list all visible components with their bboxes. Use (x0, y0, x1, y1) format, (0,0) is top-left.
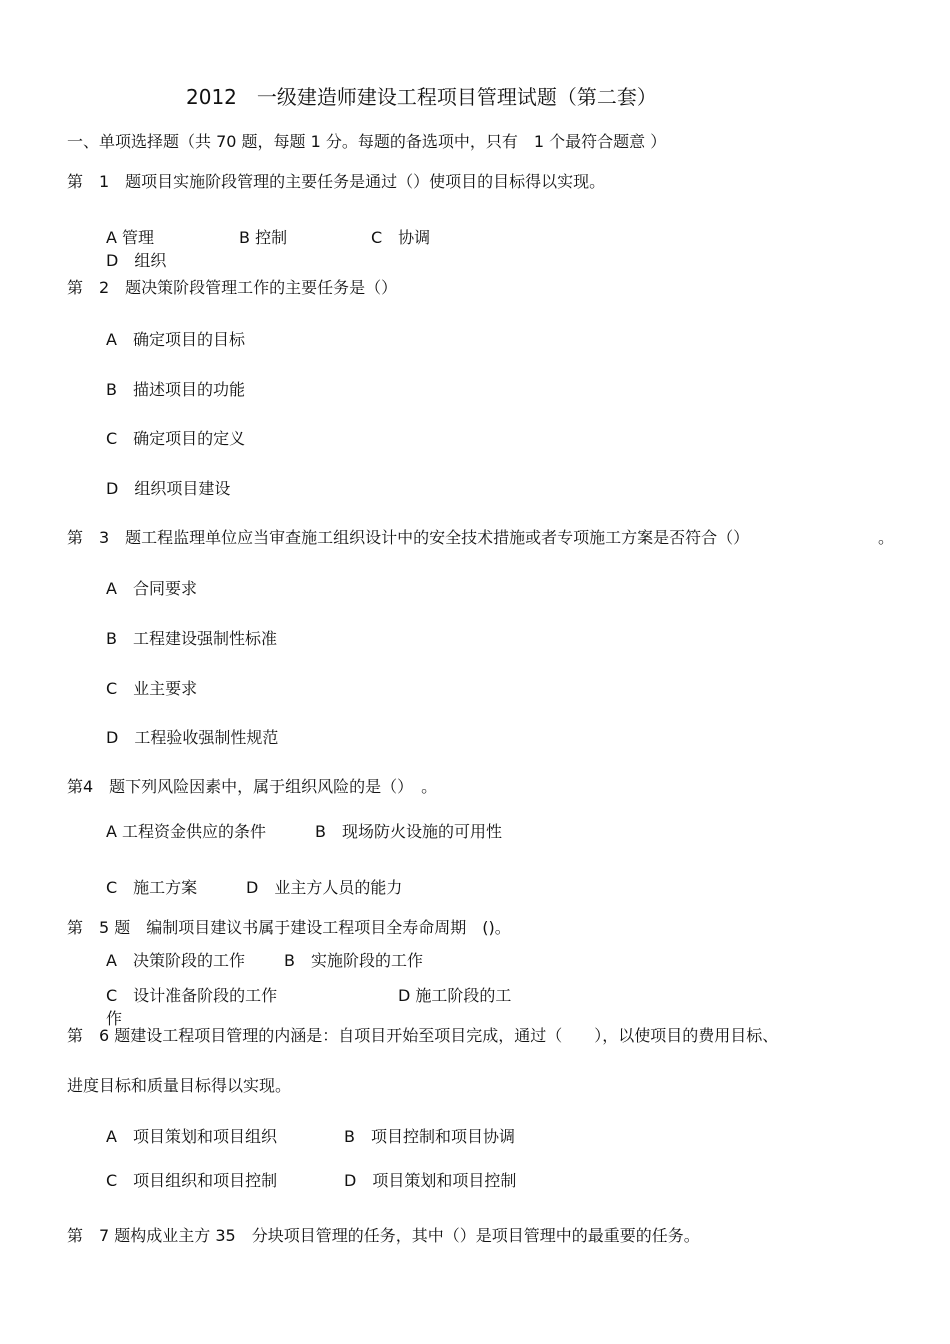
question-6-stem-continued: 进度目标和质量目标得以实现。 (67, 1076, 292, 1095)
question-4-option-a: A 工程资金供应的条件 (106, 822, 267, 841)
question-3-option-a: A 合同要求 (106, 579, 197, 598)
question-3-option-c: C 业主要求 (106, 679, 198, 698)
question-3-option-b: B 工程建设强制性标准 (106, 629, 277, 648)
question-1-option-c: C 协调 (371, 228, 431, 247)
question-3-stem: 第 3 题工程监理单位应当审查施工组织设计中的安全技术措施或者专项施工方案是否符合（） (67, 528, 750, 547)
question-6-option-b: B 项目控制和项目协调 (344, 1127, 515, 1146)
question-4-option-b: B 现场防火设施的可用性 (315, 822, 502, 841)
question-5-option-c: C 设计准备阶段的工作 (106, 986, 278, 1005)
section-heading: 一、单项选择题（共 70 题，每题 1 分。每题的备选项中，只有 1 个最符合题意 ） (67, 132, 667, 151)
question-4-stem: 第4 题下列风险因素中，属于组织风险的是（） 。 (67, 777, 438, 796)
question-1-option-d: D 组织 (106, 251, 167, 270)
question-6-option-d: D 项目策划和项目控制 (344, 1171, 517, 1190)
question-2-option-d: D 组织项目建设 (106, 479, 231, 498)
question-2-option-a: A 确定项目的目标 (106, 330, 245, 349)
question-5-stem: 第 5 题 编制项目建议书属于建设工程项目全寿命周期 ()。 (67, 918, 511, 937)
question-2-option-b: B 描述项目的功能 (106, 380, 245, 399)
question-6-option-c: C 项目组织和项目控制 (106, 1171, 278, 1190)
question-5-option-a: A 决策阶段的工作 (106, 951, 245, 970)
question-3-option-d: D 工程验收强制性规范 (106, 728, 279, 747)
question-5-option-d-wrap: 作 (106, 1009, 123, 1028)
question-6-stem: 第 6 题建设工程项目管理的内涵是：自项目开始至项目完成，通过（ ），以使项目的费用目标、 (67, 1026, 779, 1045)
question-5-option-d: D 施工阶段的工 (398, 986, 512, 1005)
document-title: 2012 一级建造师建设工程项目管理试题（第二套） (186, 85, 657, 109)
question-4-option-d: D 业主方人员的能力 (246, 878, 403, 897)
question-1-stem: 第 1 题项目实施阶段管理的主要任务是通过（）使项目的目标得以实现。 (67, 172, 606, 191)
question-5-option-b: B 实施阶段的工作 (284, 951, 423, 970)
question-2-stem: 第 2 题决策阶段管理工作的主要任务是（） (67, 278, 398, 297)
question-4-option-c: C 施工方案 (106, 878, 198, 897)
question-1-option-a: A 管理 (106, 228, 155, 247)
question-6-option-a: A 项目策划和项目组织 (106, 1127, 277, 1146)
question-1-option-b: B 控制 (239, 228, 288, 247)
question-2-option-c: C 确定项目的定义 (106, 429, 246, 448)
question-7-stem: 第 7 题构成业主方 35 分块项目管理的任务，其中（）是项目管理中的最重要的任务。 (67, 1226, 700, 1245)
question-3-stem-end: 。 (878, 528, 895, 547)
